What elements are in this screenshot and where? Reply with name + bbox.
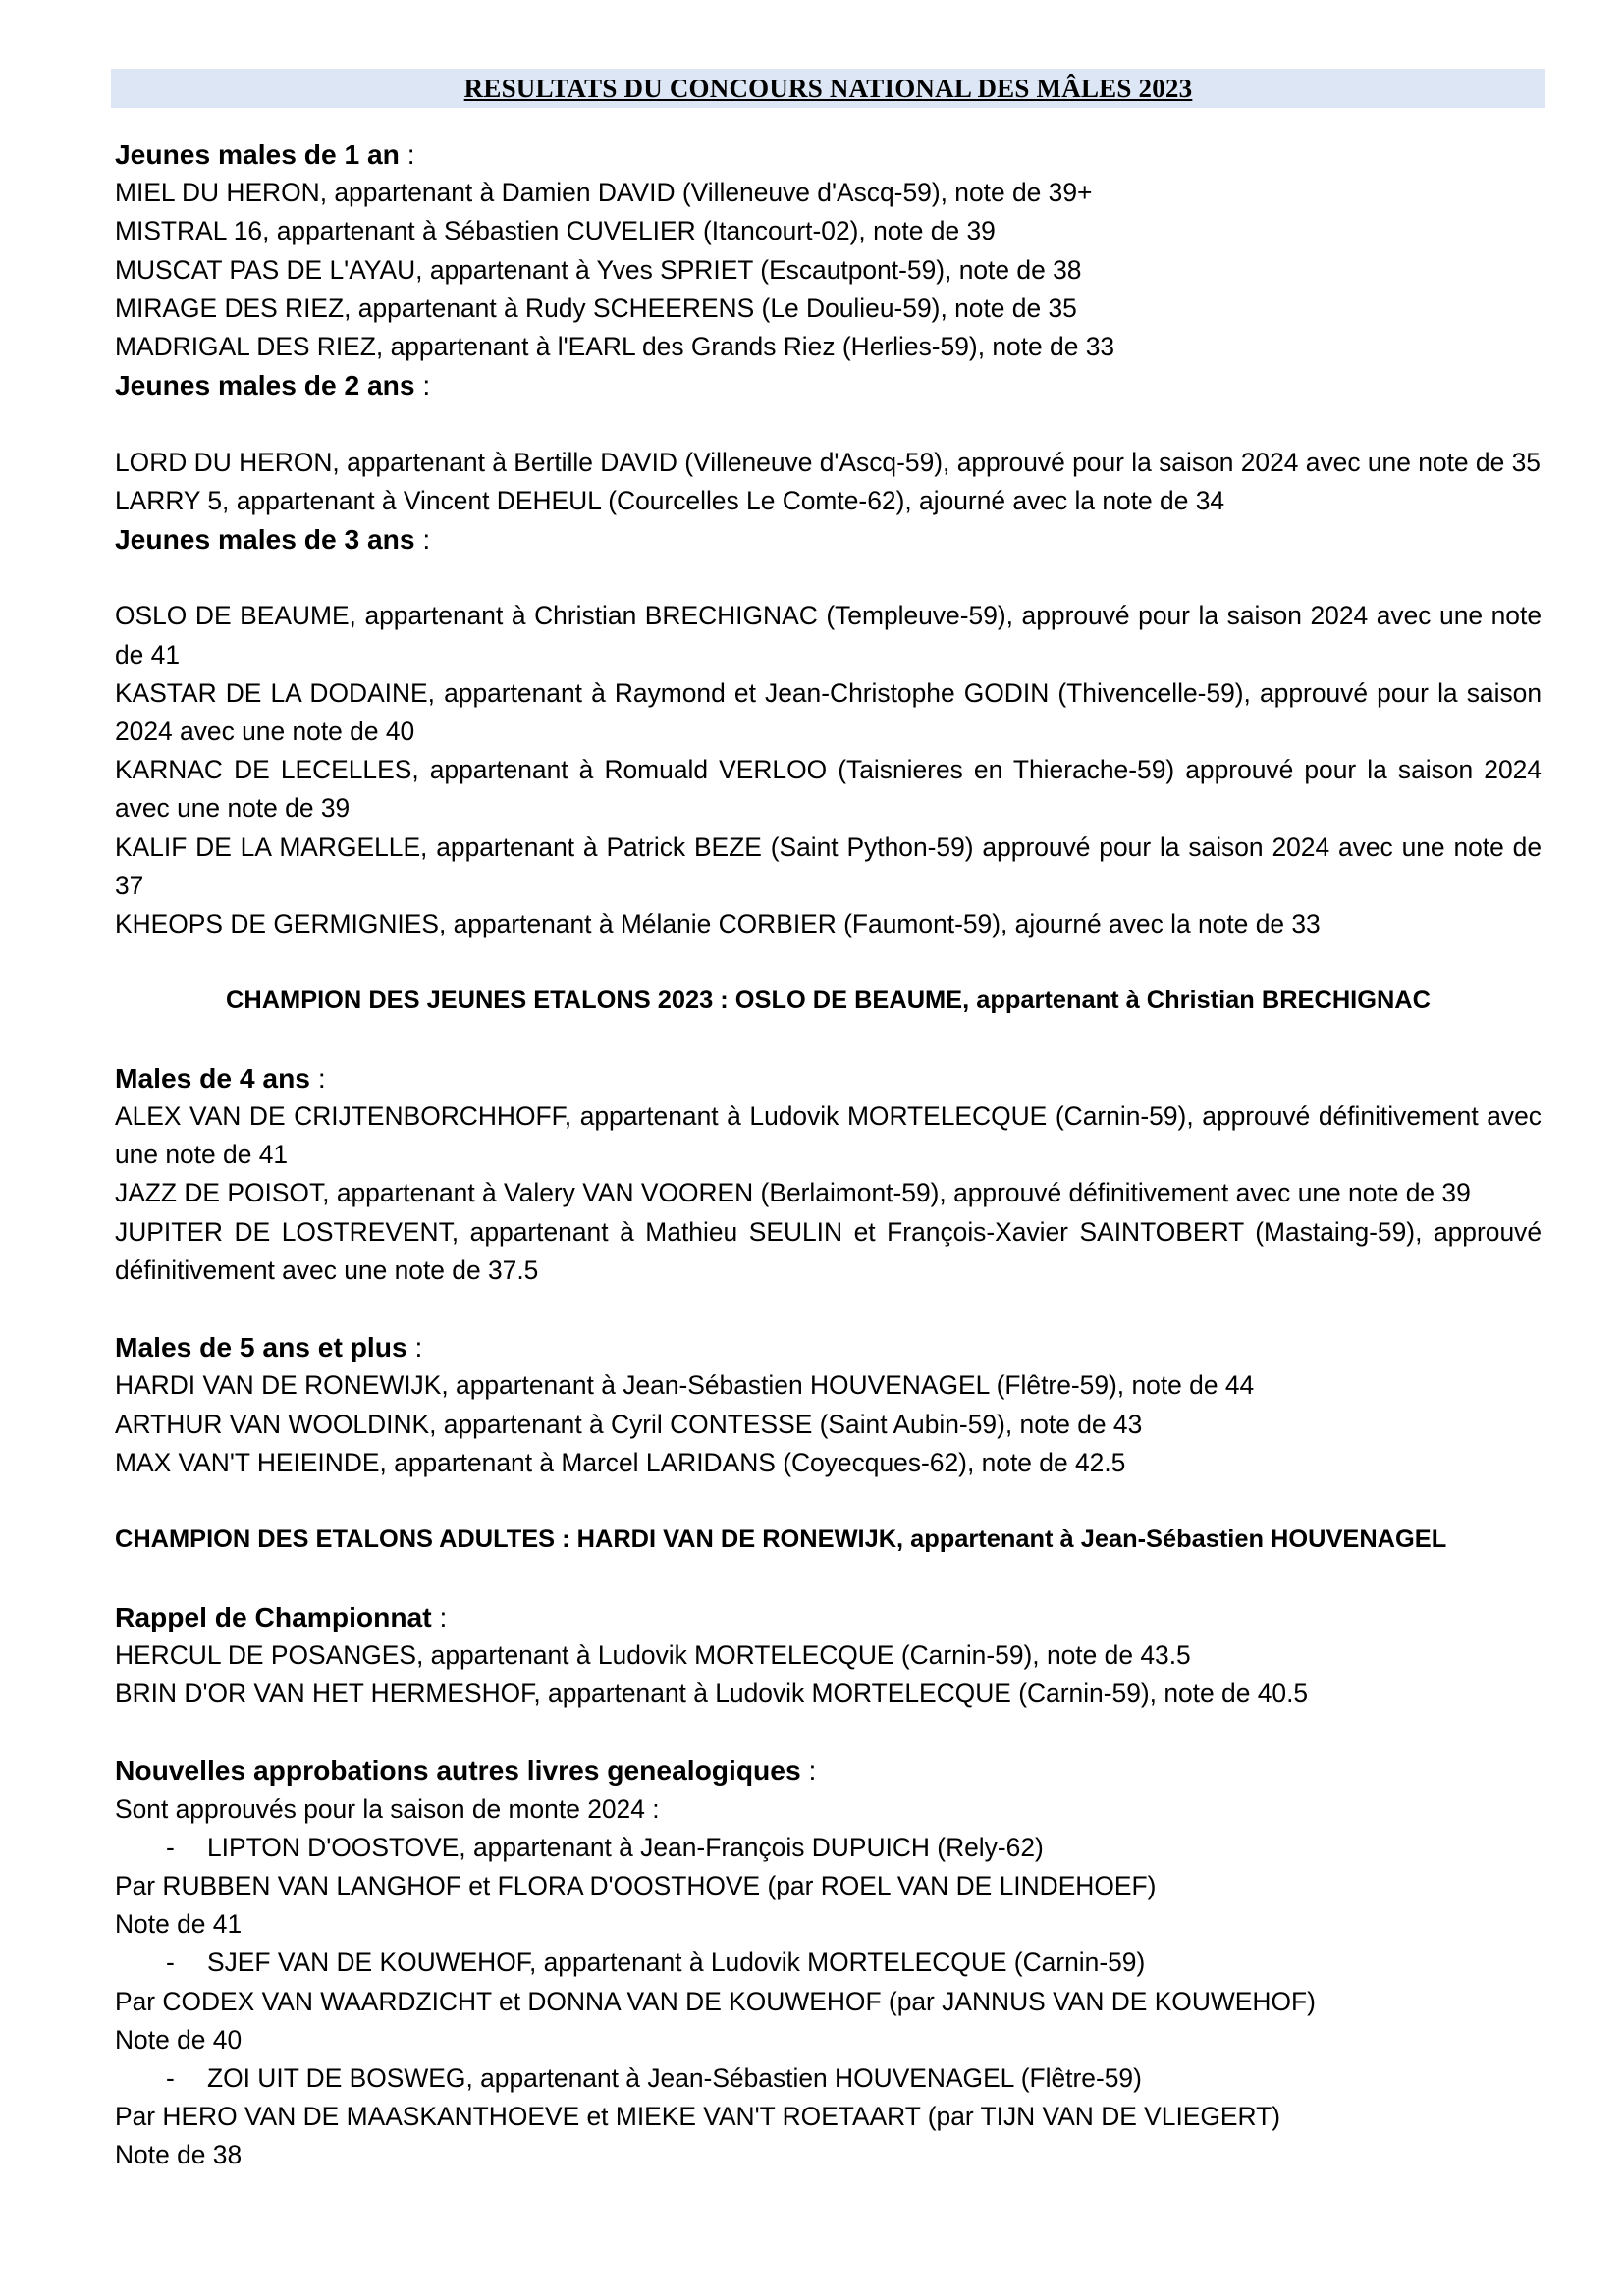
dash-bullet: - [166,1948,175,1978]
result-line: KALIF DE LA MARGELLE, appartenant à Patrick BEZE (Saint Python-59) approuvé pour la saison 2024 avec une note de 37 [115,831,1542,900]
result-line: HERCUL DE POSANGES, appartenant à Ludovik MORTELECQUE (Carnin-59), note de 43.5 [115,1639,1191,1670]
pedigree-line: Par RUBBEN VAN LANGHOF et FLORA D'OOSTHOVE (par ROEL VAN DE LINDEHOEF) [115,1871,1157,1901]
result-line: MUSCAT PAS DE L'AYAU, appartenant à Yves SPRIET (Escautpont-59), note de 38 [115,254,1082,285]
document-page [115,69,1542,2175]
list-item: - ZOI UIT DE BOSWEG, appartenant à Jean-Sébastien HOUVENAGEL (Flêtre-59) [115,2059,1542,2098]
note-line: Note de 38 [115,2140,243,2170]
result-line: MISTRAL 16, appartenant à Sébastien CUVELIER (Itancourt-02), note de 39 [115,216,996,246]
note-line: Note de 40 [115,2024,243,2055]
result-line: MADRIGAL DES RIEZ, appartenant à l'EARL des Grands Riez (Herlies-59), note de 33 [115,332,1115,362]
result-line: ALEX VAN DE CRIJTENBORCHHOFF, appartenant à Ludovik MORTELECQUE (Carnin-59), approuvé définitivement avec une note de 41 [115,1101,1542,1170]
note-line: Note de 41 [115,1909,243,1940]
result-line: LORD DU HERON, appartenant à Bertille DAVID (Villeneuve d'Ascq-59), approuvé pour la saison 2024 avec une note de 35 [115,447,1541,477]
result-line: JUPITER DE LOSTREVENT, appartenant à Mathieu SEULIN et François-Xavier SAINTOBERT (Mastaing-59), approuvé définitivement avec une note de 37.5 [115,1216,1542,1285]
document-body [115,118,1542,2175]
section-heading-5-ans: Males de 5 ans et plus : [115,1331,423,1363]
result-line: KASTAR DE LA DODAINE, appartenant à Raymond et Jean-Christophe GODIN (Thivencelle-59), approuvé pour la saison 2024 avec une note de 40 [115,677,1542,747]
result-line: OSLO DE BEAUME, appartenant à Christian BRECHIGNAC (Templeuve-59), approuvé pour la saison 2024 avec une note de 41 [115,601,1542,669]
result-line: MIEL DU HERON, appartenant à Damien DAVID (Villeneuve d'Ascq-59), note de 39+ [115,178,1093,208]
list-item: - LIPTON D'OOSTOVE, appartenant à Jean-François DUPUICH (Rely-62) [115,1829,1542,1867]
result-line: JAZZ DE POISOT, appartenant à Valery VAN VOOREN (Berlaimont-59), approuvé définitivement avec une note de 39 [115,1178,1471,1208]
section-heading-3-ans: Jeunes males de 3 ans : [115,523,431,556]
dash-bullet: - [166,2063,175,2094]
section-heading-nouvelles: Nouvelles approbations autres livres genealogiques : [115,1754,817,1787]
result-line: KHEOPS DE GERMIGNIES, appartenant à Mélanie CORBIER (Faumont-59), ajourné avec la note de 33 [115,909,1321,939]
result-line: MAX VAN'T HEIEINDE, appartenant à Marcel LARIDANS (Coyecques-62), note de 42.5 [115,1447,1126,1477]
dash-bullet: - [166,1832,175,1862]
result-line: BRIN D'OR VAN HET HERMESHOF, appartenant à Ludovik MORTELECQUE (Carnin-59), note de 40.5 [115,1679,1309,1709]
section-heading-2-ans: Jeunes males de 2 ans : [115,369,431,401]
result-line: KARNAC DE LECELLES, appartenant à Romuald VERLOO (Taisnieres en Thierache-59) approuvé pour la saison 2024 avec une note de 39 [115,755,1542,824]
section-heading-4-ans: Males de 4 ans : [115,1061,326,1094]
result-line: ARTHUR VAN WOOLDINK, appartenant à Cyril CONTESSE (Saint Aubin-59), note de 43 [115,1409,1143,1439]
result-line: LARRY 5, appartenant à Vincent DEHEUL (Courcelles Le Comte-62), ajourné avec la note de 34 [115,485,1225,515]
result-line: MIRAGE DES RIEZ, appartenant à Rudy SCHEERENS (Le Doulieu-59), note de 35 [115,293,1077,323]
section-heading-1-an: Jeunes males de 1 an : [115,138,415,170]
section-heading-rappel: Rappel de Championnat : [115,1600,448,1632]
pedigree-line: Par CODEX VAN WAARDZICHT et DONNA VAN DE KOUWEHOF (par JANNUS VAN DE KOUWEHOF) [115,1986,1316,2016]
pedigree-line: Par HERO VAN DE MAASKANTHOEVE et MIEKE VAN'T ROETAART (par TIJN VAN DE VLIEGERT) [115,2102,1281,2132]
list-item: - SJEF VAN DE KOUWEHOF, appartenant à Ludovik MORTELECQUE (Carnin-59) [115,1944,1542,1982]
result-line: HARDI VAN DE RONEWIJK, appartenant à Jean-Sébastien HOUVENAGEL (Flêtre-59), note de 44 [115,1370,1255,1401]
approval-intro: Sont approuvés pour la saison de monte 2024 : [115,1793,660,1824]
document-title: RESULTATS DU CONCOURS NATIONAL DES MÂLES 2023 [111,69,1545,108]
champion-young-announcement: CHAMPION DES JEUNES ETALONS 2023 : OSLO DE BEAUME, appartenant à Christian BRECHIGNAC [226,987,1431,1015]
champion-adult-announcement: CHAMPION DES ETALONS ADULTES : HARDI VAN DE RONEWIJK, appartenant à Jean-Sébastien HOUVENAGEL [115,1525,1447,1554]
